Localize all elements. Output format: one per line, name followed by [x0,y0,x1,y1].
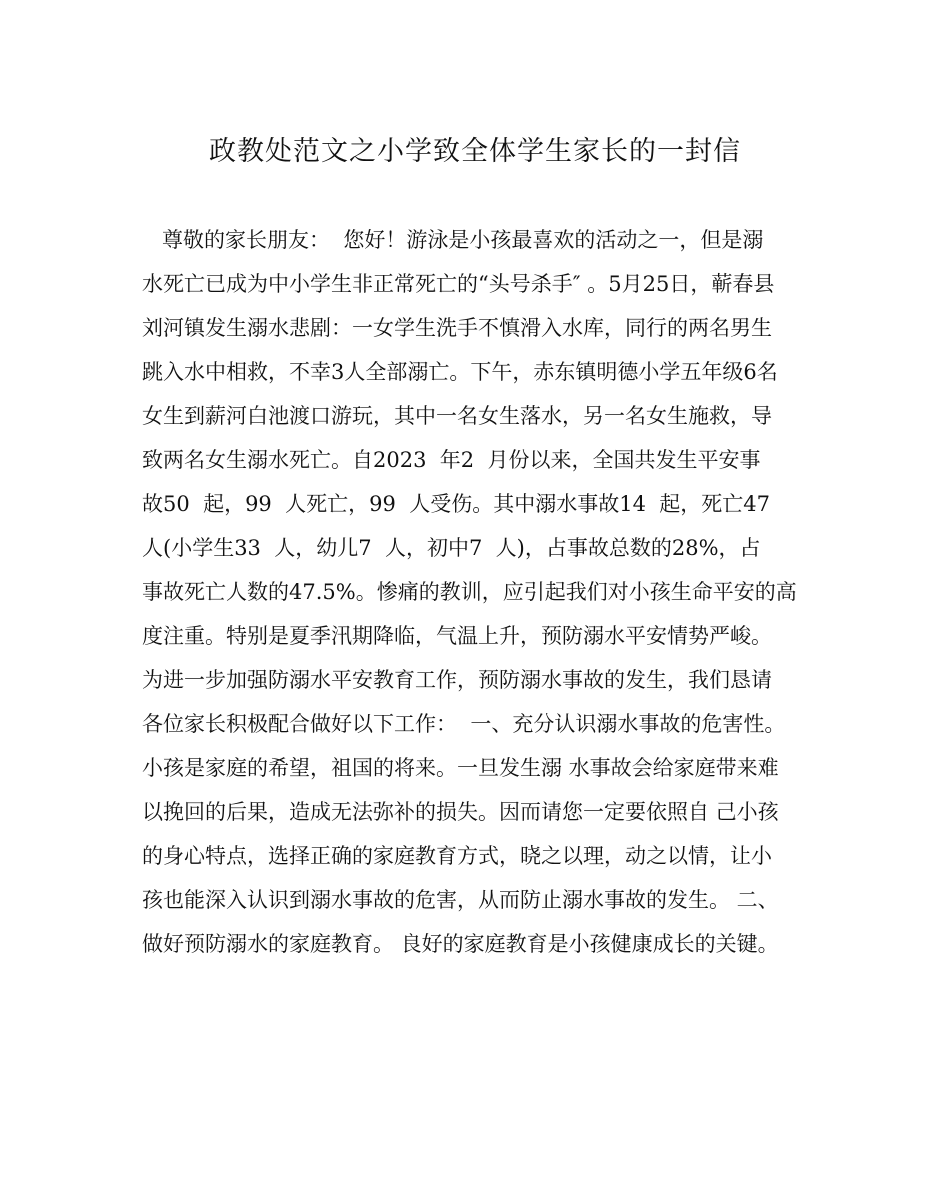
body-line-8: 人(小学生33 人，幼儿7 人，初中7 人)，占事故总数的28%，占 [142,536,761,560]
body-line-3: 刘河镇发生溺水悲剧：一女学生洗手不慎滑入水库，同行的两名男生 [142,316,772,340]
document-title: 政教处范文之小学致全体学生家长的一封信 [209,136,741,167]
body-line-10: 度注重。特别是夏季汛期降临，气温上升，预防溺水平安情势严峻。 [142,624,772,648]
body-line-16: 孩也能深入认识到溺水事故的危害，从而防止溺水事故的发生。 二、 [142,888,779,912]
body-line-11: 为进一步加强防溺水平安教育工作，预防溺水事故的发生，我们恳请 [142,668,772,692]
body-line-17: 做好预防溺水的家庭教育。 良好的家庭教育是小孩健康成长的关键。 [142,932,779,956]
body-line-2: 水死亡已成为中小学生非正常死亡的“头号杀手″ 。5月25日，蕲春县 [142,272,775,296]
body-line-1: 尊敬的家长朋友： 您好！游泳是小孩最喜欢的活动之一，但是溺 [142,228,764,252]
body-line-15: 的身心特点，选择正确的家庭教育方式，晓之以理，动之以情，让小 [142,844,772,868]
body-line-13: 小孩是家庭的希望，祖国的将来。一旦发生溺 水事故会给家庭带来难 [142,756,779,780]
body-line-14: 以挽回的后果，造成无法弥补的损失。因而请您一定要依照自 己小孩 [142,800,779,824]
body-line-12: 各位家长积极配合做好以下工作： 一、充分认识溺水事故的危害性。 [142,712,786,736]
body-line-7: 故50 起，99 人死亡，99 人受伤。其中溺水事故14 起，死亡47 [142,492,771,516]
body-line-5: 女生到薪河白池渡口游玩，其中一名女生落水，另一名女生施救，导 [142,404,772,428]
letter-body [142,218,822,966]
body-line-4: 跳入水中相救，不幸3人全部溺亡。下午，赤东镇明德小学五年级6名 [142,360,778,384]
body-line-6: 致两名女生溺水死亡。自2023 年2 月份以来，全国共发生平安事 [142,448,761,472]
body-line-9: 事故死亡人数的47.5%。惨痛的教训，应引起我们对小孩生命平安的高 [142,580,797,604]
